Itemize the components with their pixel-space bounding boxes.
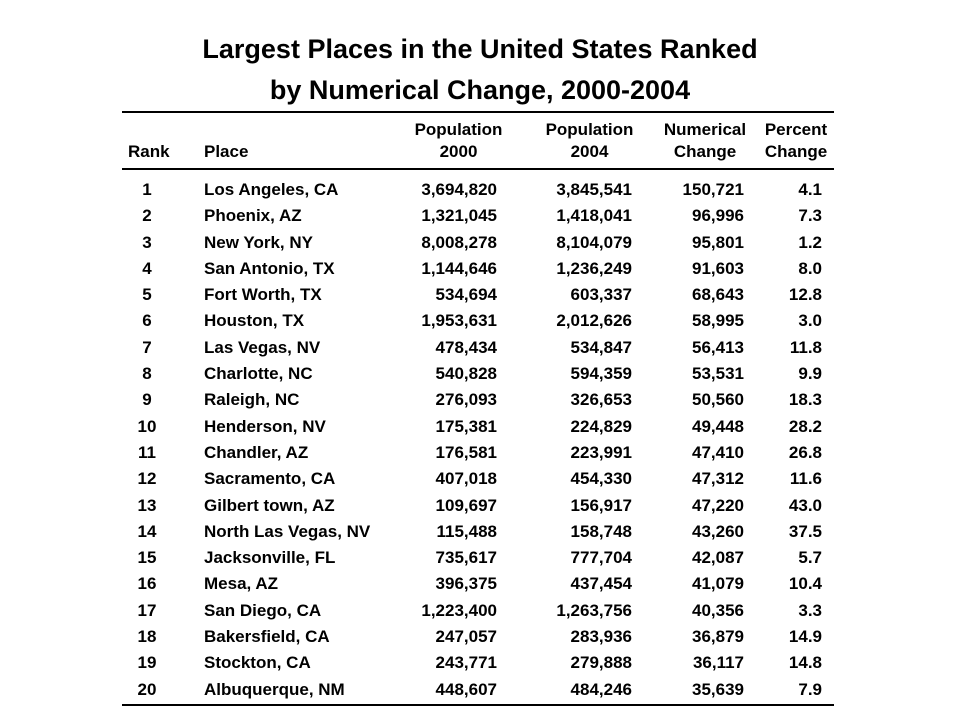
cell-pop2000: 1,953,631 bbox=[421, 311, 497, 331]
cell-rank: 19 bbox=[137, 653, 157, 673]
cell-rank: 14 bbox=[137, 521, 157, 541]
cell-pct-change: 7.3 bbox=[798, 206, 822, 226]
cell-num-change: 47,312 bbox=[692, 469, 744, 489]
table-row bbox=[0, 414, 960, 440]
cell-num-change: 53,531 bbox=[692, 364, 744, 384]
cell-place: Henderson, NV bbox=[204, 416, 326, 436]
cell-num-change: 91,603 bbox=[692, 258, 744, 278]
cell-place: North Las Vegas, NV bbox=[204, 521, 371, 541]
cell-num-change: 68,643 bbox=[692, 285, 744, 305]
cell-num-change: 47,410 bbox=[692, 442, 744, 462]
table-row bbox=[0, 335, 960, 361]
cell-pop2000: 478,434 bbox=[435, 337, 497, 357]
cell-pop2000: 407,018 bbox=[435, 469, 497, 489]
cell-pop2000: 175,381 bbox=[435, 416, 497, 436]
cell-pop2004: 1,418,041 bbox=[556, 206, 632, 226]
cell-rank: 10 bbox=[137, 416, 157, 436]
cell-pop2000: 8,008,278 bbox=[421, 232, 497, 252]
cell-pct-change: 4.1 bbox=[798, 180, 822, 199]
cell-place: Chandler, AZ bbox=[204, 442, 309, 462]
cell-pop2000: 540,828 bbox=[435, 364, 497, 384]
cell-rank: 20 bbox=[137, 679, 157, 699]
table-row bbox=[0, 466, 960, 492]
cell-rank: 5 bbox=[142, 285, 152, 305]
cell-pop2000: 1,321,045 bbox=[421, 206, 497, 226]
cell-pct-change: 12.8 bbox=[788, 285, 822, 305]
cell-pop2004: 484,246 bbox=[570, 679, 632, 699]
table-header-rule bbox=[122, 168, 834, 170]
cell-place: Las Vegas, NV bbox=[204, 337, 321, 357]
cell-pct-change: 1.2 bbox=[798, 232, 822, 252]
cell-num-change: 56,413 bbox=[692, 337, 744, 357]
cell-num-change: 58,995 bbox=[692, 311, 744, 331]
cell-pct-change: 3.0 bbox=[798, 311, 822, 331]
table-row bbox=[0, 177, 960, 203]
header-pop2000-line-2: 2000 bbox=[439, 142, 478, 161]
page-title-line-2: by Numerical Change, 2000-2004 bbox=[269, 75, 691, 105]
cell-pct-change: 37.5 bbox=[788, 521, 822, 541]
cell-pop2000: 109,697 bbox=[435, 495, 497, 515]
cell-pct-change: 10.4 bbox=[788, 574, 822, 594]
cell-place: Stockton, CA bbox=[204, 653, 311, 673]
cell-place: Albuquerque, NM bbox=[204, 679, 345, 699]
cell-place: Sacramento, CA bbox=[204, 469, 336, 489]
cell-num-change: 42,087 bbox=[692, 548, 744, 568]
cell-place: Phoenix, AZ bbox=[204, 206, 302, 226]
cell-num-change: 95,801 bbox=[692, 232, 744, 252]
cell-pop2004: 279,888 bbox=[570, 653, 632, 673]
cell-pop2004: 156,917 bbox=[570, 495, 632, 515]
cell-pop2000: 115,488 bbox=[436, 521, 497, 541]
cell-rank: 4 bbox=[142, 258, 152, 278]
header-rank: Rank bbox=[128, 142, 170, 161]
cell-rank: 2 bbox=[142, 206, 152, 226]
cell-place: San Diego, CA bbox=[204, 600, 322, 620]
cell-pop2004: 3,845,541 bbox=[556, 180, 632, 199]
header-numchange-line-1: Numerical bbox=[663, 120, 747, 139]
table-row bbox=[0, 256, 960, 282]
cell-pop2000: 3,694,820 bbox=[421, 180, 497, 199]
table-row bbox=[0, 624, 960, 650]
cell-num-change: 41,079 bbox=[692, 574, 744, 594]
cell-num-change: 50,560 bbox=[692, 390, 744, 410]
cell-pop2004: 8,104,079 bbox=[556, 232, 632, 252]
cell-rank: 12 bbox=[137, 469, 157, 489]
table-row bbox=[0, 677, 960, 703]
cell-place: Fort Worth, TX bbox=[204, 285, 322, 305]
header-pop2000-line-1: Population bbox=[414, 120, 503, 139]
table-row bbox=[0, 308, 960, 334]
cell-pop2004: 224,829 bbox=[570, 416, 632, 436]
cell-rank: 9 bbox=[142, 390, 152, 410]
cell-pop2004: 223,991 bbox=[570, 442, 632, 462]
cell-pct-change: 11.8 bbox=[789, 337, 822, 357]
table-bottom-rule bbox=[122, 704, 834, 706]
cell-pop2000: 396,375 bbox=[435, 574, 497, 594]
cell-num-change: 36,117 bbox=[692, 653, 744, 673]
cell-place: Mesa, AZ bbox=[204, 574, 279, 594]
cell-pop2004: 158,748 bbox=[570, 521, 632, 541]
cell-pop2004: 437,454 bbox=[570, 574, 632, 594]
table-row bbox=[0, 519, 960, 545]
cell-pop2000: 448,607 bbox=[435, 679, 497, 699]
table-row bbox=[0, 203, 960, 229]
cell-pct-change: 7.9 bbox=[798, 679, 822, 699]
cell-pop2004: 1,263,756 bbox=[556, 600, 632, 620]
cell-num-change: 35,639 bbox=[692, 679, 744, 699]
cell-rank: 3 bbox=[142, 232, 152, 252]
cell-pct-change: 14.9 bbox=[788, 627, 822, 647]
cell-pct-change: 3.3 bbox=[798, 600, 822, 620]
cell-place: New York, NY bbox=[204, 232, 313, 252]
cell-place: Gilbert town, AZ bbox=[204, 495, 335, 515]
cell-place: Houston, TX bbox=[204, 311, 305, 331]
cell-pop2004: 603,337 bbox=[570, 285, 632, 305]
cell-pct-change: 26.8 bbox=[788, 442, 822, 462]
cell-rank: 6 bbox=[142, 311, 152, 331]
table-row bbox=[0, 230, 960, 256]
cell-pop2004: 326,653 bbox=[570, 390, 632, 410]
cell-pop2000: 1,144,646 bbox=[421, 258, 497, 278]
cell-pop2004: 594,359 bbox=[570, 364, 632, 384]
header-pop2004-line-1: Population bbox=[545, 120, 634, 139]
cell-pop2004: 777,704 bbox=[570, 548, 632, 568]
cell-pop2004: 534,847 bbox=[570, 337, 632, 357]
cell-pct-change: 8.0 bbox=[798, 258, 822, 278]
cell-num-change: 150,721 bbox=[682, 180, 744, 199]
cell-pct-change: 43.0 bbox=[788, 495, 822, 515]
table-row bbox=[0, 282, 960, 308]
cell-num-change: 49,448 bbox=[692, 416, 744, 436]
cell-rank: 17 bbox=[137, 600, 157, 620]
cell-rank: 18 bbox=[137, 627, 157, 647]
cell-pop2000: 247,057 bbox=[435, 627, 497, 647]
cell-place: Raleigh, NC bbox=[204, 390, 300, 410]
cell-place: Jacksonville, FL bbox=[204, 548, 336, 568]
table-body bbox=[0, 177, 960, 703]
cell-pop2004: 2,012,626 bbox=[556, 311, 632, 331]
cell-pop2004: 283,936 bbox=[570, 627, 632, 647]
table-row bbox=[0, 650, 960, 676]
cell-pct-change: 18.3 bbox=[788, 390, 822, 410]
page-title-line-1: Largest Places in the United States Ranked bbox=[202, 34, 758, 64]
cell-pct-change: 28.2 bbox=[788, 416, 822, 436]
cell-num-change: 96,996 bbox=[692, 206, 744, 226]
cell-rank: 13 bbox=[137, 495, 157, 515]
cell-place: San Antonio, TX bbox=[204, 258, 335, 278]
table-row bbox=[0, 361, 960, 387]
cell-num-change: 47,220 bbox=[692, 495, 744, 515]
cell-rank: 8 bbox=[142, 364, 152, 384]
cell-pop2000: 534,694 bbox=[435, 285, 497, 305]
cell-pop2000: 276,093 bbox=[435, 390, 497, 410]
header-numchange-line-2: Change bbox=[673, 142, 737, 161]
table-row bbox=[0, 493, 960, 519]
cell-pop2004: 1,236,249 bbox=[556, 258, 632, 278]
cell-rank: 1 bbox=[142, 180, 152, 199]
table-row bbox=[0, 545, 960, 571]
cell-place: Bakersfield, CA bbox=[204, 627, 330, 647]
cell-pct-change: 5.7 bbox=[798, 548, 822, 568]
cell-place: Charlotte, NC bbox=[204, 364, 313, 384]
header-place: Place bbox=[204, 142, 249, 161]
header-pctchange-line-2: Change bbox=[764, 142, 828, 161]
cell-rank: 7 bbox=[142, 337, 152, 357]
header-pctchange-line-1: Percent bbox=[764, 120, 828, 139]
table-row bbox=[0, 571, 960, 597]
cell-num-change: 40,356 bbox=[692, 600, 744, 620]
table-row bbox=[0, 387, 960, 413]
cell-pop2000: 243,771 bbox=[435, 653, 497, 673]
cell-num-change: 36,879 bbox=[692, 627, 744, 647]
cell-pop2004: 454,330 bbox=[570, 469, 632, 489]
cell-pop2000: 176,581 bbox=[435, 442, 497, 462]
cell-pct-change: 11.6 bbox=[789, 469, 822, 489]
cell-place: Los Angeles, CA bbox=[204, 180, 339, 199]
cell-pop2000: 1,223,400 bbox=[421, 600, 497, 620]
cell-rank: 15 bbox=[137, 548, 157, 568]
header-pop2004-line-2: 2004 bbox=[570, 142, 609, 161]
table-row bbox=[0, 440, 960, 466]
cell-pct-change: 14.8 bbox=[788, 653, 822, 673]
cell-pct-change: 9.9 bbox=[798, 364, 822, 384]
cell-pop2000: 735,617 bbox=[435, 548, 497, 568]
table-top-rule bbox=[122, 111, 834, 113]
cell-num-change: 43,260 bbox=[692, 521, 744, 541]
table-row bbox=[0, 598, 960, 624]
cell-rank: 11 bbox=[138, 442, 156, 462]
cell-rank: 16 bbox=[137, 574, 157, 594]
